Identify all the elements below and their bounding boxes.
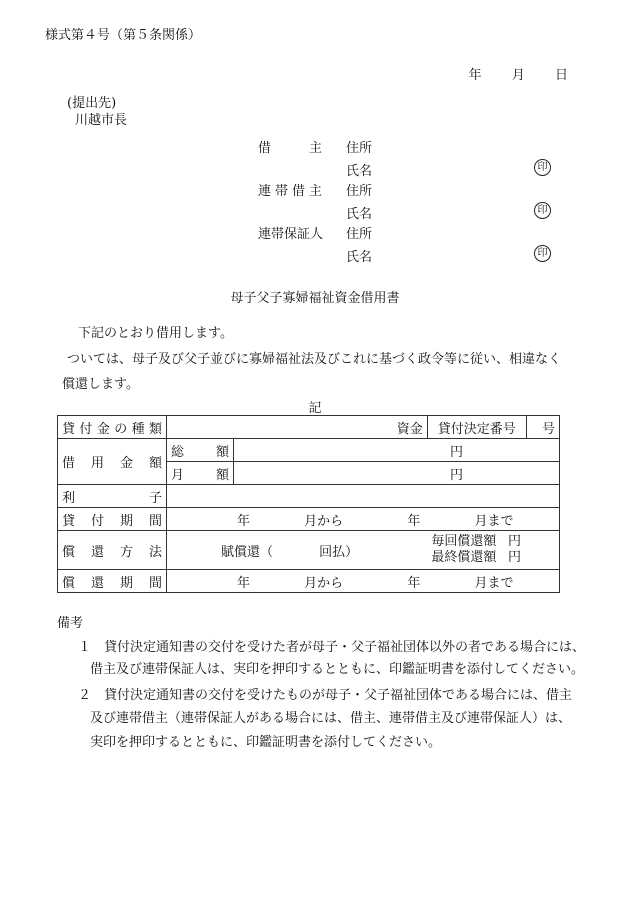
row-interest	[58, 485, 560, 508]
body-line-1: 下記のとおり借用します。	[78, 326, 233, 341]
date-line	[469, 64, 568, 83]
borrower-role: 借 主	[258, 141, 322, 156]
body-line-2: ついては、母子及び父子並びに寡婦福祉法及びこれに基づく政令等に従い、相違なく	[67, 352, 562, 367]
recipient-label: (提出先)	[67, 96, 117, 111]
joint-borrower-seal-icon: 印	[534, 202, 551, 219]
form-number: 様式第４号（第５条関係）	[45, 28, 202, 43]
borrow-amount-label: 借用金額	[58, 439, 167, 485]
decision-number-go: 号	[526, 416, 559, 439]
loan-details-table	[57, 415, 560, 593]
document-title: 母子父子寡婦福祉資金借用書	[230, 291, 400, 306]
notes-title: 備考	[57, 616, 84, 631]
total-amount-label: 総額	[167, 439, 234, 462]
guarantor-address-label: 住所	[346, 227, 373, 242]
recipient-name: 川越市長	[75, 113, 128, 128]
guarantor-role: 連帯保証人	[258, 227, 324, 242]
repayment-method-label: 償還方法	[58, 531, 167, 570]
date-day: 日	[554, 68, 568, 83]
date-year: 年	[468, 68, 482, 83]
loan-type-shikin: 資金	[167, 416, 428, 439]
note-2-line-3: 実印を押印するとともに、印鑑証明書を添付してください。	[90, 735, 442, 750]
repayment-amounts: 毎回償還額 円 最終償還額 円	[427, 531, 559, 570]
body-line-3: 償還します。	[62, 377, 139, 392]
repayment-method-installment: 賦償還（ 回払）	[167, 531, 428, 570]
row-amount-total	[58, 439, 560, 462]
decision-number-label: 貸付決定番号	[427, 416, 526, 439]
loan-period-label: 貸付期間	[58, 508, 167, 531]
note-1-line-2: 借主及び連帯保証人は、実印を押印するとともに、印鑑証明書を添付してください。	[90, 662, 585, 677]
borrower-seal-icon: 印	[534, 159, 551, 176]
row-repayment-period	[58, 570, 560, 593]
note-1-line-1: １ 貸付決定通知書の交付を受けた者が母子・父子福祉団体以外の者である場合には、	[78, 640, 586, 655]
repayment-period-label: 償還期間	[58, 570, 167, 593]
row-loan-period	[58, 508, 560, 531]
monthly-amount-label: 月額	[167, 462, 234, 485]
monthly-amount-yen: 円	[234, 462, 560, 485]
guarantor-seal-icon: 印	[534, 245, 551, 262]
joint-borrower-role: 連帯借主	[258, 184, 322, 199]
date-month: 月	[511, 68, 525, 83]
row-loan-type	[58, 416, 560, 439]
repayment-period-value: 年 月から 年 月まで	[167, 570, 560, 593]
row-repayment-method	[58, 531, 560, 570]
borrower-name-label: 氏名	[346, 164, 373, 179]
interest-value	[167, 485, 560, 508]
total-amount-yen: 円	[234, 439, 560, 462]
joint-borrower-name-label: 氏名	[346, 207, 373, 222]
note-2-line-2: 及び連帯借主（連帯保証人がある場合には、借主、連帯借主及び連帯保証人）は、	[90, 711, 572, 726]
loan-period-value: 年 月から 年 月まで	[167, 508, 560, 531]
ki-heading: 記	[308, 401, 322, 416]
guarantor-name-label: 氏名	[346, 250, 373, 265]
loan-type-label: 貸付金の種類	[58, 416, 167, 439]
note-2-line-1: ２ 貸付決定通知書の交付を受けたものが母子・父子福祉団体である場合には、借主	[78, 688, 573, 703]
borrower-address-label: 住所	[346, 141, 373, 156]
joint-borrower-address-label: 住所	[346, 184, 373, 199]
interest-label: 利子	[58, 485, 167, 508]
